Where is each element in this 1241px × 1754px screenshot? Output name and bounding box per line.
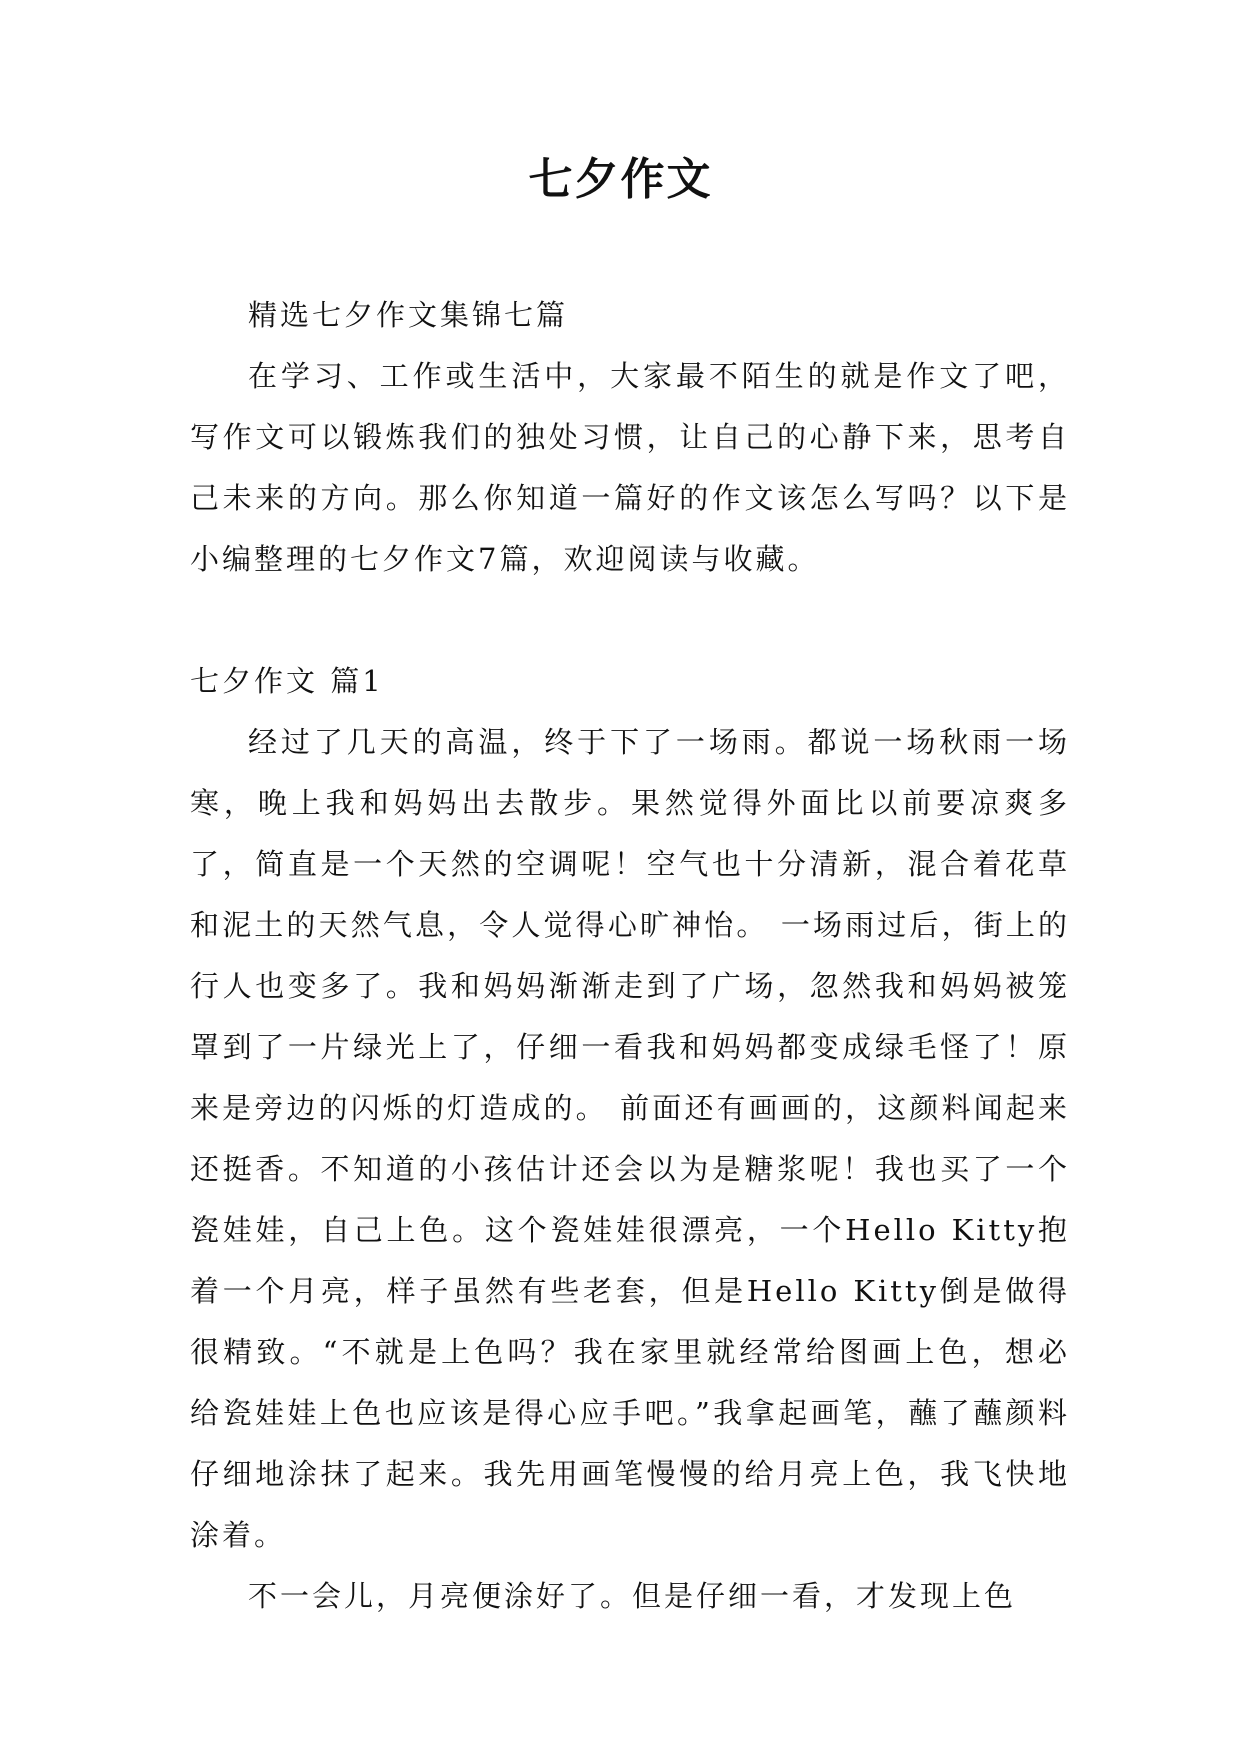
section-spacer	[190, 590, 1070, 651]
document-subtitle: 精选七夕作文集锦七篇	[248, 298, 569, 332]
document-body	[190, 285, 1070, 1627]
essay-paragraph: 经过了几天的高温，终于下了一场雨。都说一场秋雨一场寒，晚上我和妈妈出去散步。果然觉得外面比以前要凉爽多了，简直是一个天然的空调呢！空气也十分清新，混合着花草和泥土的天然气息，令人觉得心旷神怡。 一场雨过后，街上的行人也变多了。我和妈妈渐渐走到了广场，忽然我和妈妈被笼罩到了一片绿光上了，仔细一看我和妈妈都变成绿毛怪了！原来是旁边的闪烁的灯造成的。 前面还有画画的，这颜料闻起来还挺香。不知道的小孩估计还会以为是糖浆呢！我也买了一个瓷娃娃，自己上色。这个瓷娃娃很漂亮，一个Hello Kitty抱着一个月亮，样子虽然有些老套，但是Hello Kitty倒是做得很精致。“不就是上色吗？我在家里就经常给图画上色，想必给瓷娃娃上色也应该是得心应手吧。”我拿起画笔，蘸了蘸颜料仔细地涂抹了起来。我先用画笔慢慢的给月亮上色，我飞快地涂着。	[190, 725, 1070, 1552]
document-title: 七夕作文	[528, 154, 713, 205]
section-heading: 七夕作文 篇1	[190, 664, 384, 698]
intro-paragraph: 在学习、工作或生活中，大家最不陌生的就是作文了吧，写作文可以锻炼我们的独处习惯，让自己的心静下来，思考自己未来的方向。那么你知道一篇好的作文该怎么写吗？以下是小编整理的七夕作文7篇，欢迎阅读与收藏。	[190, 359, 1070, 576]
essay-paragraph: 不一会儿，月亮便涂好了。但是仔细一看，才发现上色	[248, 1579, 1017, 1613]
